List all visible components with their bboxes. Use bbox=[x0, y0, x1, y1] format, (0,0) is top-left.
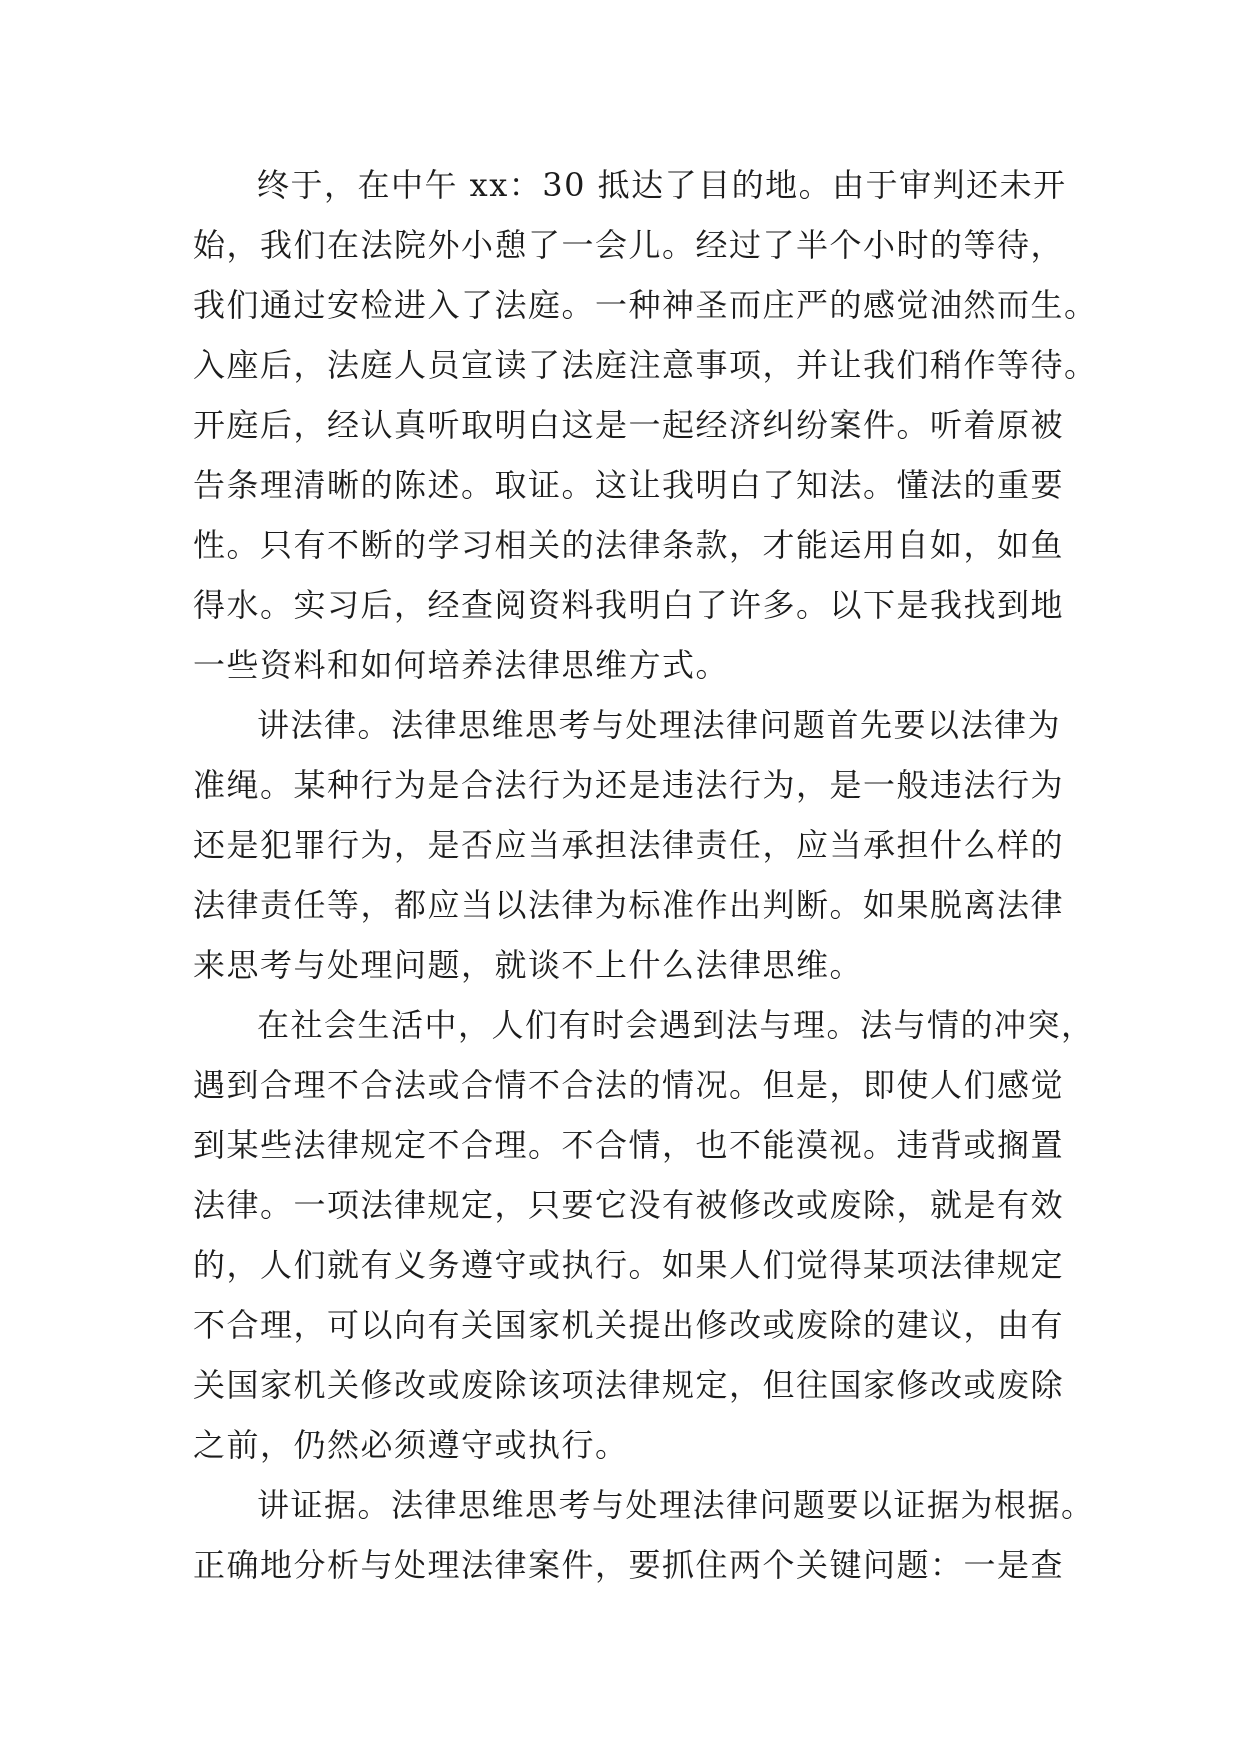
paragraph-line: 始，我们在法院外小憩了一会儿。经过了半个小时的等待， bbox=[193, 226, 1065, 264]
document-body bbox=[193, 155, 1098, 1595]
paragraph-law bbox=[193, 695, 1093, 995]
paragraph-line: 来思考与处理问题，就谈不上什么法律思维。 bbox=[193, 946, 864, 984]
paragraph-line: 到某些法律规定不合理。不合情，也不能漠视。违背或搁置 bbox=[193, 1126, 1065, 1164]
paragraph-line: 入座后，法庭人员宣读了法庭注意事项，并让我们稍作等待。 bbox=[193, 346, 1098, 384]
paragraph-conflict bbox=[193, 995, 1093, 1475]
paragraph-line: 我们通过安检进入了法庭。一种神圣而庄严的感觉油然而生。 bbox=[193, 286, 1098, 324]
paragraph-line: 得水。实习后，经查阅资料我明白了许多。以下是我找到地 bbox=[193, 586, 1065, 624]
paragraph-line: 讲证据。法律思维思考与处理法律问题要以证据为根据。 bbox=[257, 1486, 1095, 1524]
paragraph-line: 之前，仍然必须遵守或执行。 bbox=[193, 1426, 629, 1464]
paragraph-line: 终于，在中午 xx：30 抵达了目的地。由于审判还未开 bbox=[257, 166, 1067, 204]
paragraph-line: 性。只有不断的学习相关的法律条款，才能运用自如，如鱼 bbox=[193, 526, 1065, 564]
paragraph-line: 准绳。某种行为是合法行为还是违法行为，是一般违法行为 bbox=[193, 766, 1065, 804]
paragraph-arrival bbox=[193, 155, 1098, 695]
paragraph-line: 开庭后，经认真听取明白这是一起经济纠纷案件。听着原被 bbox=[193, 406, 1065, 444]
paragraph-line: 法律责任等，都应当以法律为标准作出判断。如果脱离法律 bbox=[193, 886, 1065, 924]
paragraph-line: 一些资料和如何培养法律思维方式。 bbox=[193, 646, 730, 684]
paragraph-line: 正确地分析与处理法律案件，要抓住两个关键问题：一是查 bbox=[193, 1546, 1065, 1584]
paragraph-line: 法律。一项法律规定，只要它没有被修改或废除，就是有效 bbox=[193, 1186, 1065, 1224]
paragraph-line: 不合理，可以向有关国家机关提出修改或废除的建议，由有 bbox=[193, 1306, 1065, 1344]
paragraph-line: 遇到合理不合法或合情不合法的情况。但是，即使人们感觉 bbox=[193, 1066, 1065, 1104]
paragraph-line: 的，人们就有义务遵守或执行。如果人们觉得某项法律规定 bbox=[193, 1246, 1065, 1284]
paragraph-line: 关国家机关修改或废除该项法律规定，但往国家修改或废除 bbox=[193, 1366, 1065, 1404]
paragraph-line: 讲法律。法律思维思考与处理法律问题首先要以法律为 bbox=[257, 706, 1062, 744]
paragraph-line: 还是犯罪行为，是否应当承担法律责任，应当承担什么样的 bbox=[193, 826, 1065, 864]
paragraph-evidence bbox=[193, 1475, 1093, 1595]
paragraph-line: 在社会生活中，人们有时会遇到法与理。法与情的冲突， bbox=[257, 1006, 1095, 1044]
paragraph-line: 告条理清晰的陈述。取证。这让我明白了知法。懂法的重要 bbox=[193, 466, 1065, 504]
